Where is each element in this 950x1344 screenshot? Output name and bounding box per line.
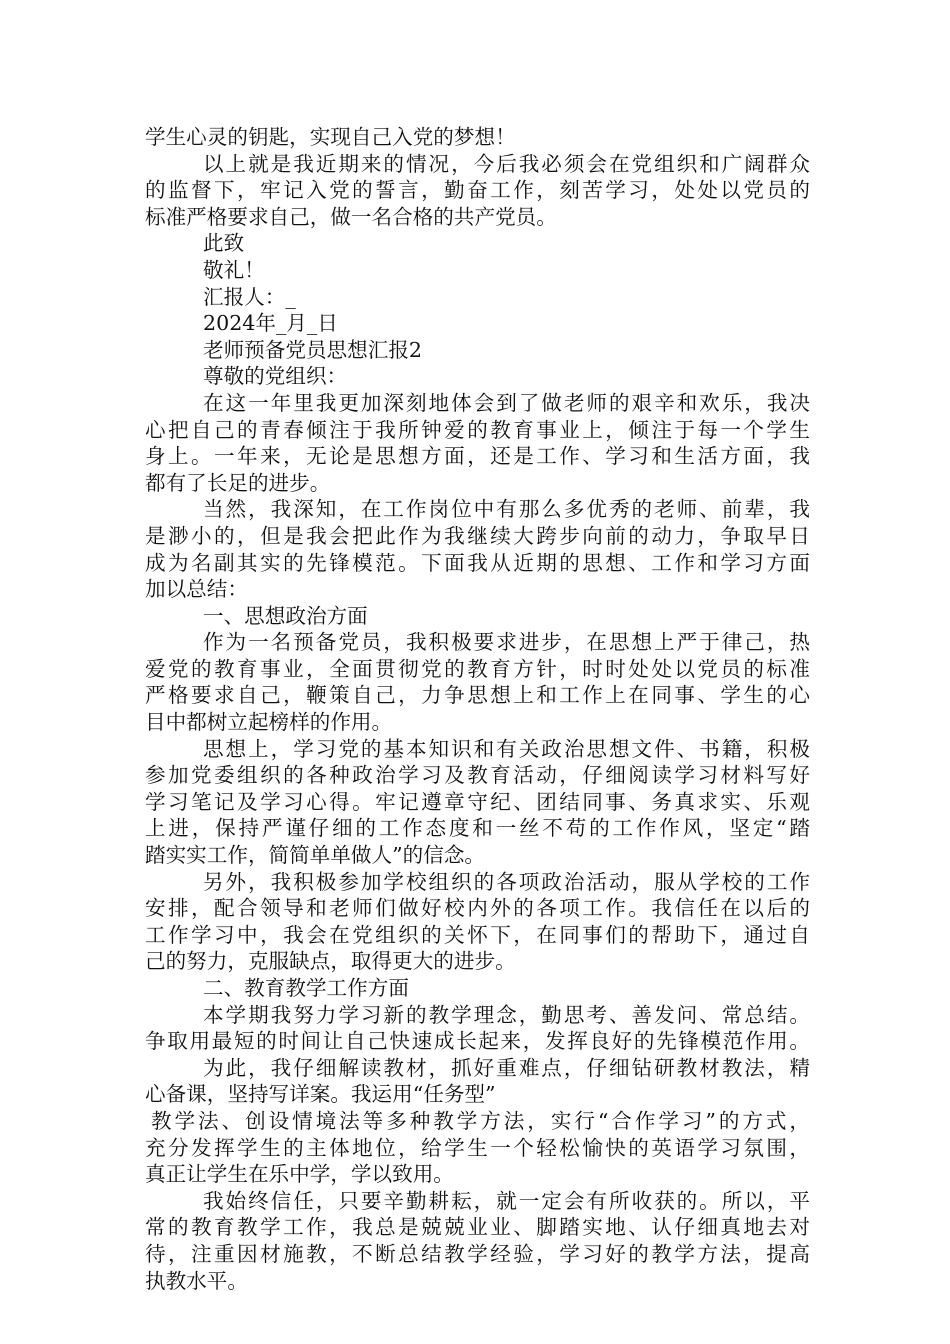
text-line: 另外，我积极参加学校组织的各项政治活动，服从学校的工作: [203, 869, 810, 894]
text-line: 是渺小的，但是我会把此作为我继续大跨步向前的动力，争取早日: [145, 523, 810, 548]
text-line: 我始终信任，只要辛勤耕耘，就一定会有所收获的。所以，平: [203, 1188, 810, 1213]
text-line: 此致: [203, 231, 245, 256]
text-line: 在这一年里我更加深刻地体会到了做老师的艰辛和欢乐，我决: [203, 390, 810, 415]
text-line: 标准严格要求自己，做一名合格的共产党员。: [145, 204, 557, 229]
text-line: 本学期我努力学习新的教学理念，勤思考、善发问、常总结。: [203, 1002, 810, 1027]
text-line: 当然，我深知，在工作岗位中有那么多优秀的老师、前辈，我: [203, 497, 810, 522]
text-line: 心把自己的青春倾注于我所钟爱的教育事业上，倾注于每一个学生: [145, 417, 810, 442]
text-line: 踏实实工作，简简单单做人”的信念。: [145, 843, 486, 868]
text-line: 2024年_月_日: [203, 311, 338, 336]
text-line: 目中都树立起榜样的作用。: [145, 710, 393, 735]
text-line: 的监督下，牢记入党的誓言，勤奋工作，刻苦学习，处处以党员的: [145, 178, 810, 203]
text-line: 心备课，坚持写详案。我运用“任务型”: [145, 1082, 496, 1107]
text-line: 尊敬的党组织：: [203, 364, 348, 389]
text-line: 学生心灵的钥匙，实现自己入党的梦想！: [145, 125, 516, 149]
text-line: 爱党的教育事业，全面贯彻党的教育方针，时时处处以党员的标准: [145, 656, 810, 681]
text-line: 加以总结：: [145, 577, 248, 602]
text-line: 己的努力，克服缺点，取得更大的进步。: [145, 949, 516, 974]
text-line: 二、教育教学工作方面: [203, 976, 409, 1000]
text-line: 执教水平。: [145, 1268, 248, 1293]
text-line: 常的教育教学工作，我总是兢兢业业、脚踏实地、认仔细真地去对: [145, 1215, 810, 1240]
text-line: 上进，保持严谨仔细的工作态度和一丝不苟的工作作风，坚定“踏: [145, 816, 810, 841]
text-line: 身上。一年来，无论是思想方面，还是工作、学习和生活方面，我: [145, 444, 810, 469]
text-line: 严格要求自己，鞭策自己，力争思想上和工作上在同事、学生的心: [145, 683, 810, 708]
text-line: 汇报人：_: [203, 284, 296, 309]
text-line: 为此，我仔细解读教材，抓好重难点，仔细钻研教材教法，精: [203, 1055, 810, 1080]
text-line: 成为名副其实的先锋模范。下面我从近期的思想、工作和学习方面: [145, 550, 810, 575]
text-line: 一、思想政治方面: [203, 603, 368, 628]
text-line: 以上就是我近期来的情况，今后我必须会在党组织和广阔群众: [203, 151, 810, 176]
text-line: 作为一名预备党员，我积极要求进步，在思想上严于律己，热: [203, 630, 810, 655]
text-line: 敬礼！: [203, 257, 265, 282]
text-line: 充分发挥学生的主体地位，给学生一个轻松愉快的英语学习氛围，: [145, 1135, 810, 1160]
document-body: [145, 124, 810, 1294]
text-line: 思想上，学习党的基本知识和有关政治思想文件、书籍，积极: [203, 736, 810, 761]
text-line: 待，注重因材施教，不断总结教学经验，学习好的教学方法，提高: [145, 1241, 810, 1266]
text-line: 学习笔记及学习心得。牢记遵章守纪、团结同事、务真求实、乐观: [145, 789, 810, 814]
text-line: 老师预备党员思想汇报2: [203, 337, 423, 362]
text-line: 教学法、创设情境法等多种教学方法，实行“合作学习”的方式，: [151, 1108, 810, 1133]
text-line: 争取用最短的时间让自己快速成长起来，发挥良好的先锋模范作用。: [145, 1029, 810, 1054]
text-line: 真正让学生在乐中学，学以致用。: [145, 1162, 454, 1187]
text-line: 安排，配合领导和老师们做好校内外的各项工作。我信任在以后的: [145, 896, 810, 921]
text-line: 都有了长足的进步。: [145, 470, 331, 495]
text-line: 工作学习中，我会在党组织的关怀下，在同事们的帮助下，通过自: [145, 922, 810, 947]
text-line: 参加党委组织的各种政治学习及教育活动，仔细阅读学习材料写好: [145, 763, 810, 788]
